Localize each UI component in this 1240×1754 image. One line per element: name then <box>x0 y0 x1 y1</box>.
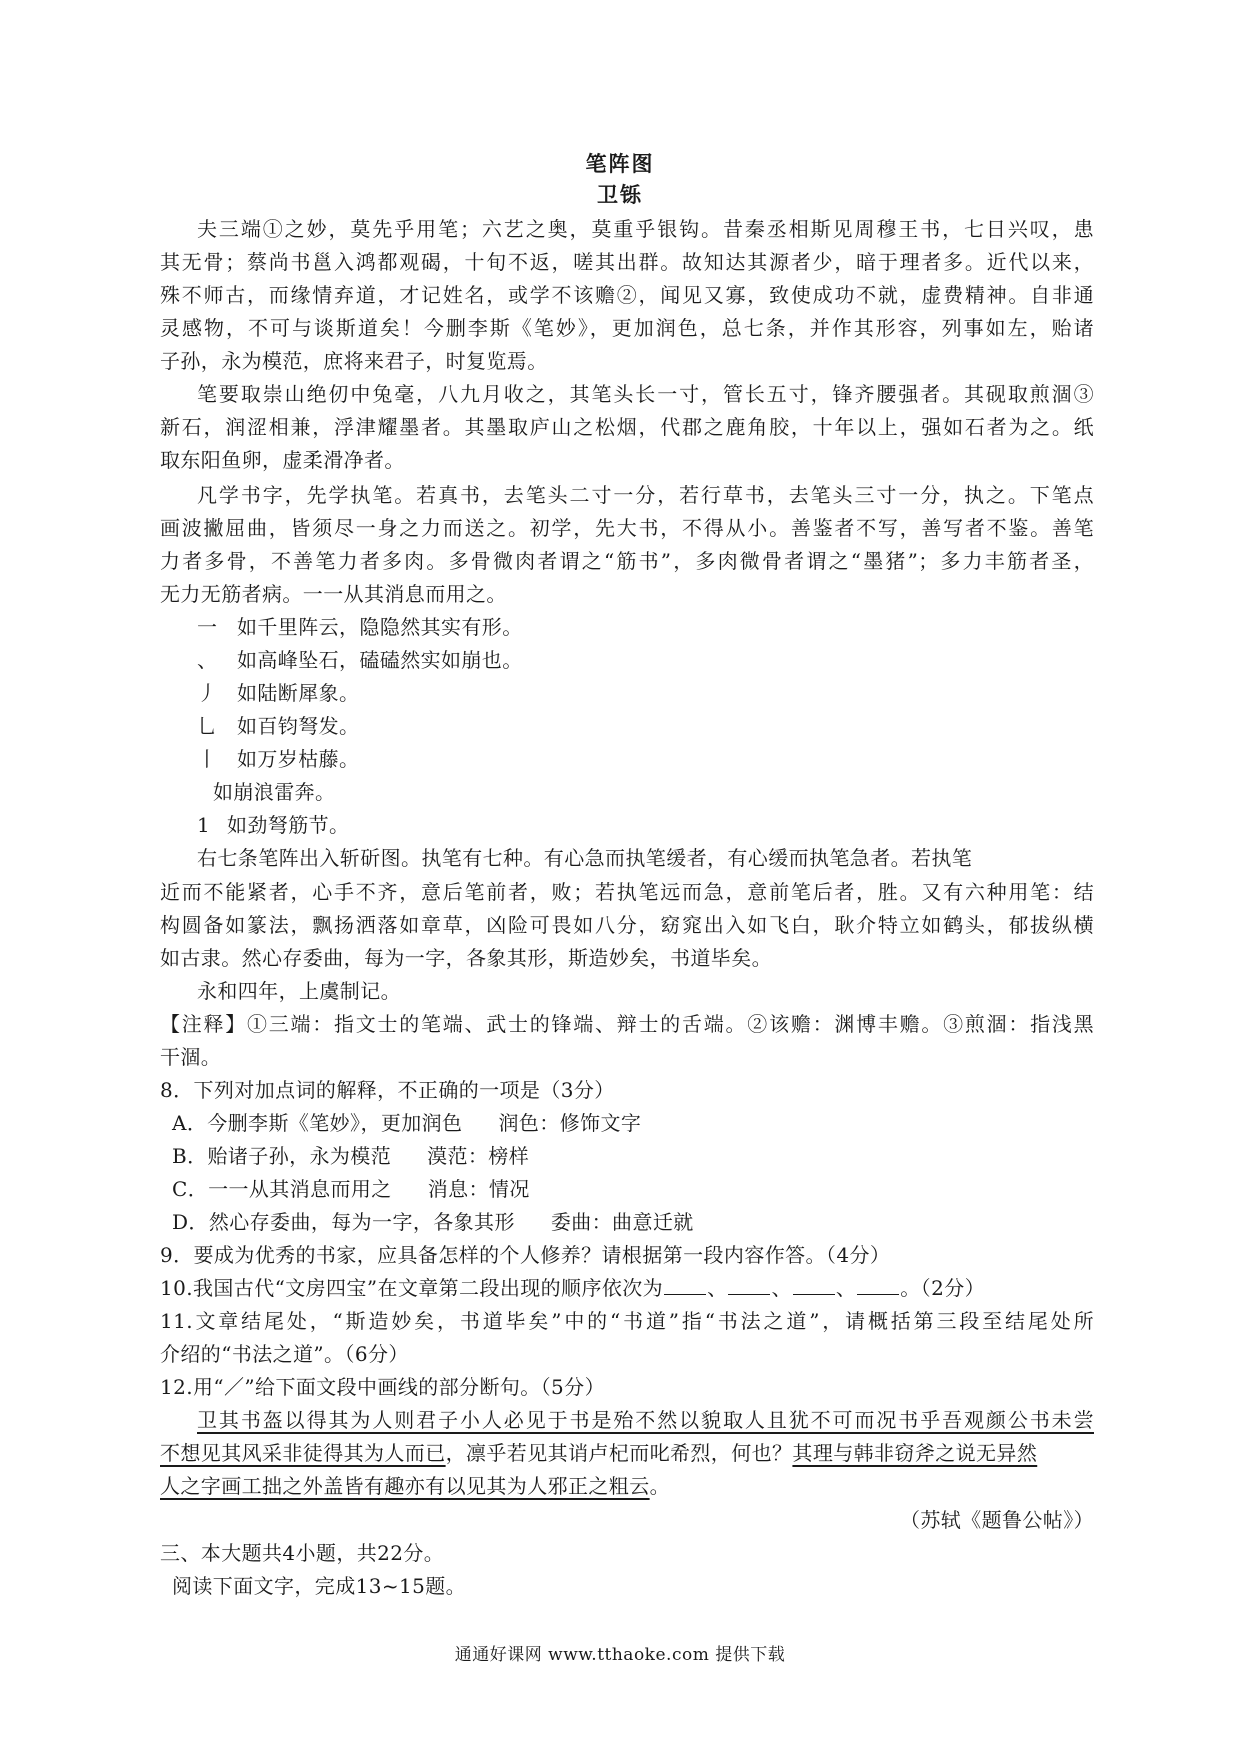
stroke-desc: 如千里阵云，隐隐然其实有形。 <box>237 615 523 639</box>
footer-site: 通通好课网 <box>454 1645 543 1665</box>
p1-line: 夫三端①之妙，莫先乎用笔；六艺之奥，莫重乎银钩。昔秦丞相斯见周穆王书，七日兴叹，患 <box>197 217 1094 241</box>
p4-line: 近而不能紧者，心手不齐，意后笔前者，败；若执笔远而急，意前笔后者，胜。又有六种用笔：结 <box>160 880 1094 904</box>
p2-line: 笔要取崇山绝仞中兔毫，八九月收之，其笔头长一寸，管长五寸，锋齐腰强者。其砚取煎涸③ <box>197 382 1094 406</box>
q12-text-line <box>160 1472 670 1500</box>
page-title <box>0 150 1240 178</box>
question-9: 9．要成为优秀的书家，应具备怎样的个人修养？请根据第一段内容作答。（4分） <box>160 1243 891 1267</box>
answer-blank[interactable] <box>728 1276 770 1295</box>
stroke-item <box>197 712 359 740</box>
stroke-item <box>197 646 523 674</box>
option-gloss: 漠范：榜样 <box>427 1144 530 1168</box>
option-label: A． <box>172 1111 208 1135</box>
section-3-heading: 三、本大题共4小题，共22分。 <box>160 1541 445 1565</box>
option-sentence: 贻诸子孙，永为模范 <box>207 1144 392 1168</box>
q8-option-b <box>172 1142 529 1170</box>
q10-sep: 、 <box>835 1276 857 1300</box>
answer-blank[interactable] <box>664 1276 706 1295</box>
notes-line: 干涸。 <box>160 1045 222 1069</box>
question-11-line: 11.文章结尾处，“斯造妙矣，书道毕矣”中的“书道”指“书法之道”，请概括第三段至结尾处所 <box>160 1309 1094 1333</box>
stroke-mark: 丨 <box>197 747 218 771</box>
option-sentence: 一一从其消息而用之 <box>208 1177 392 1201</box>
question-10 <box>160 1274 985 1302</box>
p2-line: 新石，润涩相兼，浮津耀墨者。其墨取庐山之松烟，代郡之鹿角胶，十年以上，强如石者为之。纸 <box>160 415 1094 439</box>
p4-line: 右七条笔阵出入斩斫图。执笔有七种。有心急而执笔缓者，有心缓而执笔急者。若执笔 <box>197 846 973 870</box>
q10-suffix: 。（2分） <box>900 1276 986 1300</box>
stroke-mark: 一 <box>197 615 218 639</box>
p3-line: 画波撇屈曲，皆须尽一身之力而送之。初学，先大书，不得从小。善鉴者不写，善写者不鉴。善笔 <box>160 516 1094 540</box>
stroke-desc: 如万岁枯藤。 <box>237 747 360 771</box>
q12-underlined-text: 不想见其风采非徒得其为人而已 <box>160 1441 446 1465</box>
option-gloss: 消息：情况 <box>427 1177 530 1201</box>
dateline: 永和四年，上虞制记。 <box>197 979 401 1003</box>
author-name <box>0 181 1240 209</box>
p1-line: 其无骨；蔡尚书邕入鸿都观碣，十旬不返，嗟其出群。故知达其源者少，暗于理者多。近代以来， <box>160 250 1094 274</box>
q8-option-c <box>172 1175 530 1203</box>
section-3-instruction: 阅读下面文字，完成13~15题。 <box>172 1574 467 1598</box>
option-label: B． <box>172 1144 208 1168</box>
q12-underlined-text: 人之字画工拙之外盖皆有趣亦有以见其为人邪正之粗云 <box>160 1474 650 1498</box>
stroke-item <box>197 679 359 707</box>
stroke-mark: 、 <box>197 648 218 672</box>
footer-tail: 提供下载 <box>715 1645 786 1665</box>
q12-plain-text: ，凛乎若见其诮卢杞而叱希烈，何也？ <box>445 1441 793 1465</box>
q12-underlined-text: 卫其书盔以得其为人则君子小人必见于书是殆不然以貌取人且犹不可而况书乎吾观颜公书未尝 <box>197 1408 1094 1432</box>
question-12-stem: 12.用“／”给下面文段中画线的部分断句。（5分） <box>160 1375 605 1399</box>
stroke-item <box>213 778 335 806</box>
option-label: D． <box>172 1210 209 1234</box>
p4-line: 如古隶。然心存委曲，每为一字，各象其形，斯造妙矣，书道毕矣。 <box>160 946 772 970</box>
stroke-mark: 丿 <box>197 681 218 705</box>
title-text: 笔阵图 <box>585 151 655 176</box>
p1-line: 灵感物，不可与谈斯道矣！今删李斯《笔妙》，更加润色，总七条，并作其形容，列事如左，贻诸 <box>160 316 1094 340</box>
author-text: 卫铄 <box>597 182 643 207</box>
p1-line: 子孙，永为模范，庶将来君子，时复览焉。 <box>160 349 548 373</box>
p4-line: 构圆备如篆法，飘扬洒落如章草，凶险可畏如八分，窈窕出入如飞白，耿介特立如鹤头，郁拔纵横 <box>160 913 1094 937</box>
stroke-mark: 1 <box>197 813 211 837</box>
option-gloss: 润色：修饰文字 <box>498 1111 642 1135</box>
p2-line: 取东阳鱼卵，虚柔滑净者。 <box>160 448 405 472</box>
q12-source: （苏轼《题鲁公帖》） <box>900 1508 1094 1532</box>
p1-line: 殊不师古，而缘情弃道，才记姓名，或学不该赡②，闻见又寡，致使成功不就，虚费精神。自非通 <box>160 283 1094 307</box>
q10-prefix: 10.我国古代“文房四宝”在文章第二段出现的顺序依次为 <box>160 1276 664 1300</box>
stroke-item <box>197 745 359 773</box>
question-11-line: 介绍的“书法之道”。（6分） <box>160 1342 409 1366</box>
footer-url[interactable]: www.tthaoke.com <box>548 1645 710 1665</box>
stroke-mark: 乚 <box>197 714 218 738</box>
stroke-item <box>197 613 523 641</box>
option-sentence: 然心存委曲，每为一字，各象其形 <box>208 1210 515 1234</box>
page-footer <box>0 1641 1240 1669</box>
option-gloss: 委曲：曲意迁就 <box>550 1210 694 1234</box>
q12-underlined-text: 其理与韩非窃斧之说无异然 <box>792 1441 1038 1465</box>
p3-line: 凡学书字，先学执笔。若真书，去笔头二寸一分，若行草书，去笔头三寸一分，执之。下笔点 <box>197 483 1094 507</box>
stroke-item <box>197 811 349 839</box>
stroke-desc: 如高峰坠石，磕磕然实如崩也。 <box>237 648 523 672</box>
question-8-stem: 8．下列对加点词的解释，不正确的一项是（3分） <box>160 1078 615 1102</box>
q12-text-line <box>160 1439 1037 1467</box>
stroke-desc: 如劲弩筋节。 <box>227 813 350 837</box>
q8-option-a <box>172 1109 641 1137</box>
stroke-desc: 如崩浪雷奔。 <box>213 780 336 804</box>
answer-blank[interactable] <box>793 1276 835 1295</box>
p3-line: 力者多骨，不善笔力者多肉。多骨微肉者谓之“筋书”，多肉微骨者谓之“墨猪”；多力丰筋者圣， <box>160 549 1094 573</box>
option-label: C． <box>172 1177 209 1201</box>
q10-sep: 、 <box>771 1276 792 1300</box>
option-sentence: 今删李斯《笔妙》，更加润色 <box>207 1111 463 1135</box>
answer-blank[interactable] <box>857 1276 899 1295</box>
q10-sep: 、 <box>707 1276 728 1300</box>
stroke-desc: 如百钧弩发。 <box>237 714 360 738</box>
stroke-desc: 如陆断犀象。 <box>237 681 360 705</box>
q8-option-d <box>172 1208 694 1236</box>
q12-plain-text: 。 <box>649 1474 671 1498</box>
p3-line: 无力无筋者病。一一从其消息而用之。 <box>160 582 507 606</box>
notes-line: 【注释】①三端：指文士的笔端、武士的锋端、辩士的舌端。②该赡：渊博丰赡。③煎涸：指浅黑 <box>160 1012 1094 1036</box>
